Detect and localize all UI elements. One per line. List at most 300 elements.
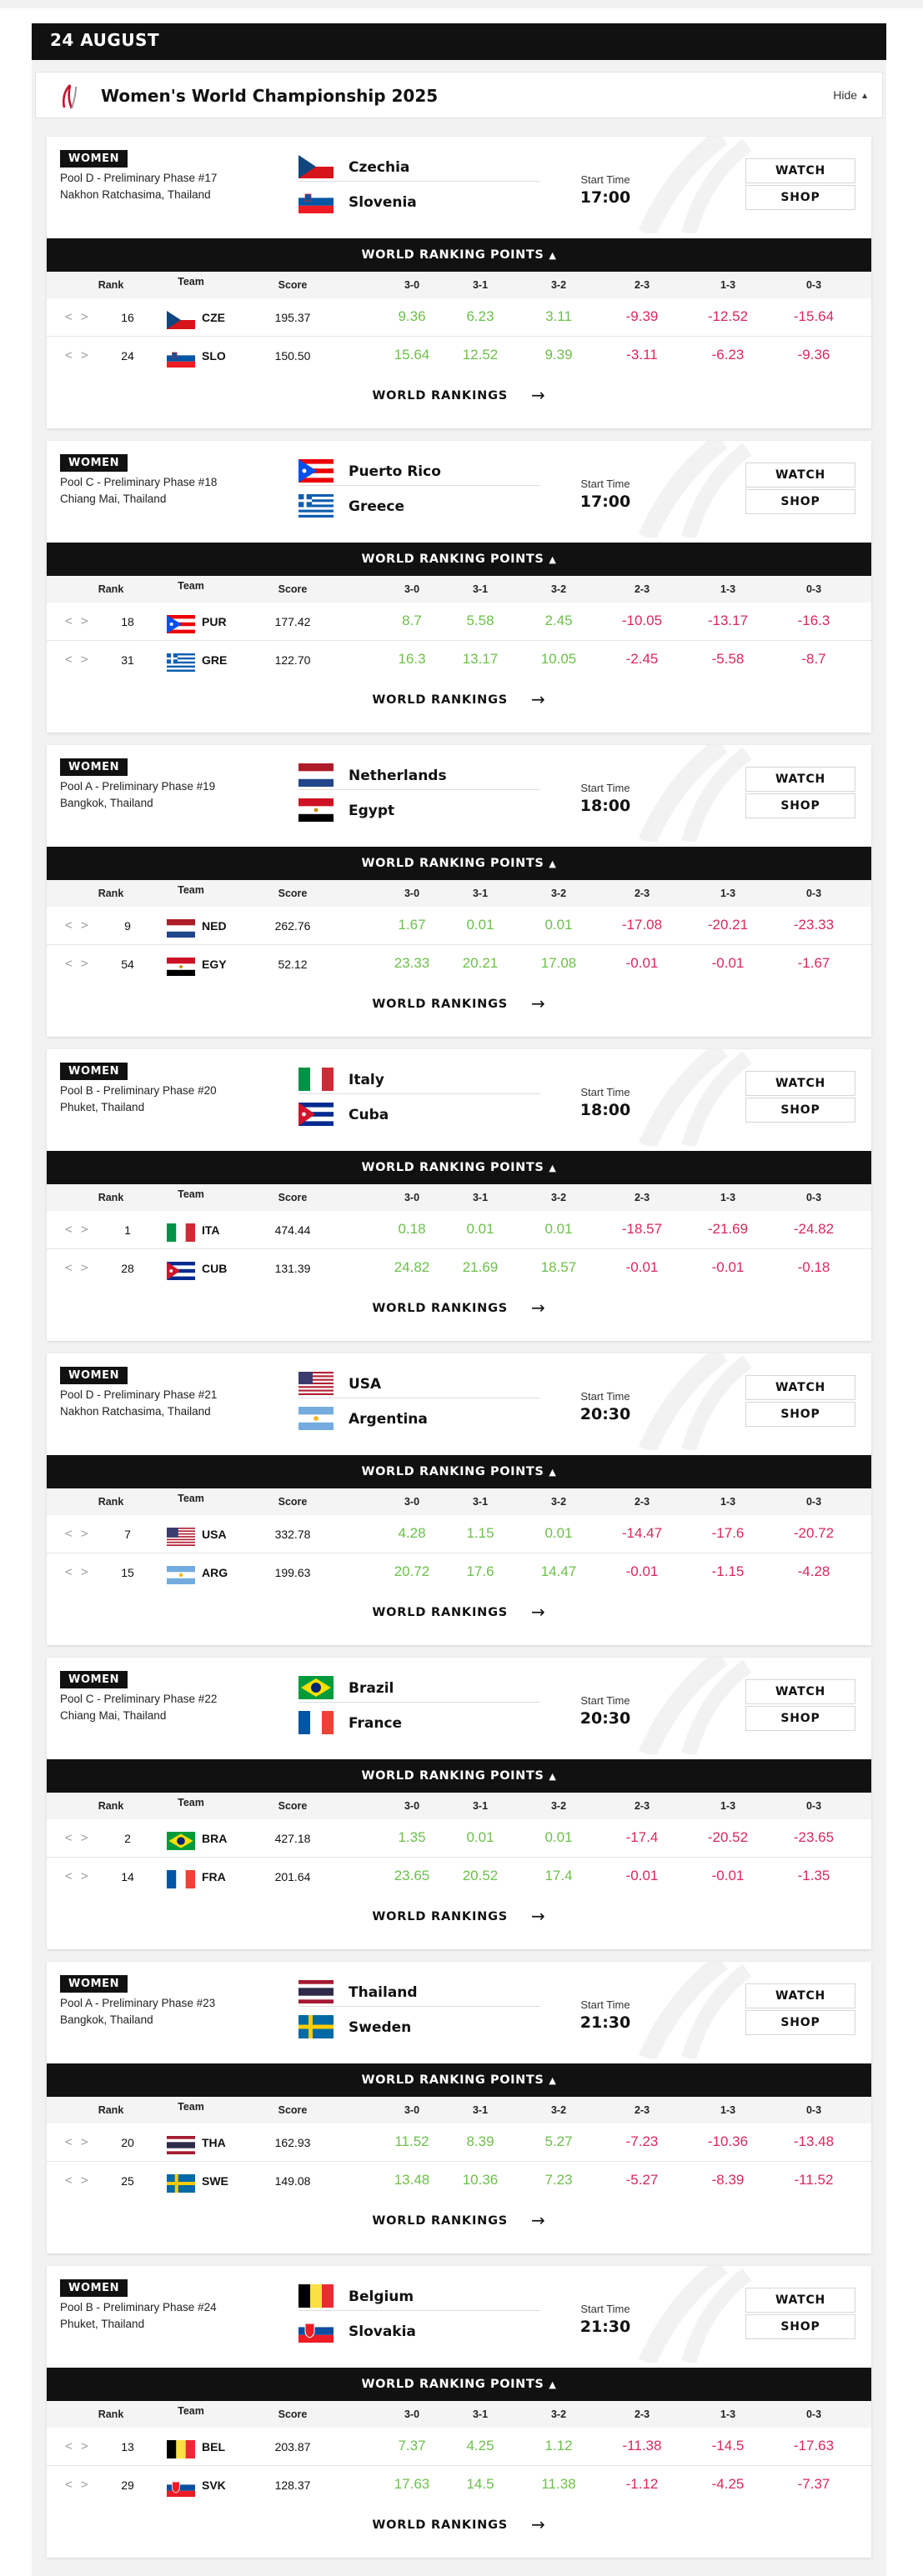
team-entry[interactable] xyxy=(298,2278,540,2311)
column-header: 1-3 xyxy=(720,1192,736,1203)
ranking-points-value: -2.45 xyxy=(625,651,659,667)
category-badge: WOMEN xyxy=(60,2279,128,2297)
watch-button[interactable]: WATCH xyxy=(745,767,855,792)
chevron-left-right-icon[interactable]: < > xyxy=(65,957,91,971)
column-header: 3-1 xyxy=(472,1496,489,1508)
chevron-up-icon: ▲ xyxy=(549,2075,557,2086)
team-entry[interactable] xyxy=(298,1400,540,1433)
hide-label: Hide xyxy=(833,88,858,102)
category-badge: WOMEN xyxy=(60,1063,128,1080)
volleyball-watermark-icon xyxy=(630,137,755,233)
column-header: 0-3 xyxy=(805,1496,822,1508)
world-rankings-label: WORLD RANKINGS xyxy=(372,2518,509,2532)
team-score: 203.87 xyxy=(274,2440,311,2453)
points-table-header xyxy=(47,880,871,907)
team-name: Czechia xyxy=(349,159,410,176)
chevron-up-icon: ▲ xyxy=(549,250,557,261)
team-score: 122.70 xyxy=(274,653,311,667)
pur-flag-icon xyxy=(167,615,195,633)
ranking-points-value: -23.33 xyxy=(793,917,835,933)
chevron-left-right-icon[interactable]: < > xyxy=(65,1261,91,1275)
category-badge: WOMEN xyxy=(60,1975,128,1993)
team-score: 195.37 xyxy=(274,311,311,324)
ranking-points-value: -8.39 xyxy=(711,2172,745,2188)
team-entry[interactable] xyxy=(298,148,540,182)
chevron-left-right-icon[interactable]: < > xyxy=(65,1223,91,1237)
watch-button[interactable]: WATCH xyxy=(745,1983,855,2008)
column-header: 3-1 xyxy=(472,279,489,291)
team-score: 131.39 xyxy=(274,1262,311,1275)
match-header xyxy=(47,1658,871,1754)
world-rankings-link[interactable] xyxy=(47,2514,871,2534)
match-phase: Pool B - Preliminary Phase #24 xyxy=(60,2301,217,2313)
ranking-points-value: 20.21 xyxy=(462,955,499,971)
column-header: Team xyxy=(178,2101,204,2113)
table-row xyxy=(47,1858,871,1896)
column-header: 3-0 xyxy=(404,2408,420,2420)
ranking-points-value: 24.82 xyxy=(394,1259,430,1275)
team-entry[interactable] xyxy=(298,1096,540,1129)
bel-flag-icon xyxy=(167,2440,195,2458)
match-phase: Pool C - Preliminary Phase #18 xyxy=(60,476,218,488)
ranking-points-value: -16.3 xyxy=(797,613,830,628)
ita-flag-icon xyxy=(298,1068,334,1091)
ranking-points-value: -10.36 xyxy=(707,2133,749,2149)
team-name: USA xyxy=(349,1376,382,1393)
start-time-label: Start Time xyxy=(580,2303,630,2315)
team-rank: 16 xyxy=(121,311,134,324)
chevron-left-right-icon[interactable]: < > xyxy=(65,1565,91,1579)
ranking-points-value: -17.08 xyxy=(621,917,663,933)
ranking-points-value: -14.47 xyxy=(621,1525,663,1541)
column-header: Team xyxy=(178,276,204,288)
column-header: Score xyxy=(278,1800,308,1812)
column-header: Score xyxy=(278,2104,308,2116)
chevron-left-right-icon[interactable]: < > xyxy=(65,614,91,628)
column-header: Team xyxy=(178,1493,204,1504)
start-time-label: Start Time xyxy=(580,1998,630,2011)
world-ranking-points-toggle[interactable] xyxy=(47,847,871,880)
category-badge: WOMEN xyxy=(60,1671,128,1688)
watch-button[interactable]: WATCH xyxy=(745,1375,855,1400)
column-header: 2-3 xyxy=(634,1192,650,1203)
arg-flag-icon xyxy=(167,1566,195,1584)
team-entry[interactable] xyxy=(298,1365,540,1398)
team-score: 177.42 xyxy=(274,615,311,628)
start-time-label: Start Time xyxy=(580,1390,630,1403)
chevron-left-right-icon[interactable]: < > xyxy=(65,918,91,933)
watch-button[interactable]: WATCH xyxy=(745,2288,855,2313)
column-header: Rank xyxy=(98,2408,124,2420)
column-header: 3-1 xyxy=(472,583,489,595)
chevron-left-right-icon[interactable]: < > xyxy=(65,1831,91,1845)
world-rankings-label: WORLD RANKINGS xyxy=(372,2214,509,2228)
world-ranking-points-toggle[interactable] xyxy=(47,543,871,576)
wrp-label: WORLD RANKING POINTS xyxy=(361,857,544,870)
arrow-right-icon: → xyxy=(531,689,546,709)
start-time-label: Start Time xyxy=(580,478,630,490)
ranking-points-value: -17.6 xyxy=(711,1525,745,1541)
start-time: 20:30 xyxy=(579,1405,631,1423)
column-header: 2-3 xyxy=(634,2104,650,2116)
world-ranking-points-toggle[interactable] xyxy=(47,238,871,272)
team-code: NED xyxy=(202,919,227,933)
team-code: GRE xyxy=(202,653,228,667)
ranking-points-value: 17.6 xyxy=(466,1563,494,1579)
team-rank: 31 xyxy=(121,653,134,667)
world-rankings-link[interactable] xyxy=(47,1298,871,1318)
team-entry[interactable] xyxy=(298,183,540,217)
chevron-up-icon: ▲ xyxy=(549,1467,557,1478)
volleyball-watermark-icon xyxy=(630,1353,755,1450)
ranking-points-value: -17.63 xyxy=(793,2438,835,2453)
column-header: 3-0 xyxy=(404,888,420,899)
arrow-right-icon: → xyxy=(531,2514,546,2534)
team-rank: 15 xyxy=(121,1566,134,1579)
points-table-header xyxy=(47,576,871,603)
ranking-points-value: 14.5 xyxy=(466,2476,494,2492)
team-entry[interactable] xyxy=(298,453,540,486)
volleyball-watermark-icon xyxy=(630,2266,755,2363)
team-name: Greece xyxy=(349,498,405,515)
watch-button[interactable]: WATCH xyxy=(745,158,855,183)
ranking-points-value: -7.37 xyxy=(797,2476,830,2492)
ranking-points-value: 23.33 xyxy=(394,955,430,971)
team-score: 262.76 xyxy=(274,919,311,933)
ranking-points-value: 1.15 xyxy=(466,1525,494,1541)
chevron-left-right-icon[interactable]: < > xyxy=(65,653,91,667)
match-venue: Chiang Mai, Thailand xyxy=(60,493,167,505)
shop-button[interactable]: SHOP xyxy=(745,1706,855,1731)
column-header: 3-1 xyxy=(472,1192,489,1203)
ranking-points-value: -0.01 xyxy=(625,1563,659,1579)
match-phase: Pool A - Preliminary Phase #23 xyxy=(60,1997,216,2009)
column-header: 3-2 xyxy=(550,1192,567,1203)
points-table-header xyxy=(47,2401,871,2428)
chevron-left-right-icon[interactable]: < > xyxy=(65,2478,91,2492)
column-header: 1-3 xyxy=(720,1496,736,1508)
ranking-points-value: -11.52 xyxy=(794,2172,834,2188)
arrow-right-icon: → xyxy=(531,993,546,1013)
team-rank: 18 xyxy=(121,615,134,628)
cub-flag-icon xyxy=(167,1262,195,1280)
cze-flag-icon xyxy=(298,155,334,178)
volleyball-watermark-icon xyxy=(630,1049,755,1146)
column-header: 3-0 xyxy=(404,279,420,291)
watch-button[interactable]: WATCH xyxy=(745,1679,855,1704)
column-header: 3-0 xyxy=(404,1192,420,1203)
ranking-points-value: 12.52 xyxy=(462,347,499,363)
team-entry[interactable] xyxy=(298,757,540,790)
volleyball-watermark-icon xyxy=(630,1658,755,1754)
world-rankings-link[interactable] xyxy=(47,1602,871,1622)
team-rank: 29 xyxy=(121,2478,134,2492)
ranking-points-value: -3.11 xyxy=(626,347,658,363)
ranking-points-value: 0.01 xyxy=(466,1829,494,1845)
cub-flag-icon xyxy=(298,1103,334,1126)
competition-section xyxy=(32,60,886,2576)
chevron-left-right-icon[interactable]: < > xyxy=(65,348,91,363)
team-entry[interactable] xyxy=(298,2313,540,2346)
world-rankings-link[interactable] xyxy=(47,2210,871,2230)
ranking-points-value: -23.65 xyxy=(793,1829,835,1845)
team-name: Netherlands xyxy=(349,768,447,784)
world-rankings-link[interactable] xyxy=(47,1906,871,1926)
ranking-points-value: 0.18 xyxy=(398,1221,426,1237)
shop-button[interactable]: SHOP xyxy=(745,1098,855,1123)
ranking-points-value: 0.01 xyxy=(544,1525,573,1541)
arrow-right-icon: → xyxy=(531,1602,546,1622)
world-rankings-link[interactable] xyxy=(47,385,871,405)
start-time-label: Start Time xyxy=(580,1694,630,1707)
world-ranking-points-toggle[interactable] xyxy=(47,2368,871,2401)
usa-flag-icon xyxy=(167,1528,195,1546)
fra-flag-icon xyxy=(298,1711,334,1734)
team-name: Belgium xyxy=(349,2288,414,2305)
ranking-points-value: -8.7 xyxy=(801,651,826,667)
egy-flag-icon xyxy=(298,798,334,822)
team-code: SWE xyxy=(202,2174,228,2188)
pur-flag-icon xyxy=(298,459,334,483)
world-ranking-points-toggle[interactable] xyxy=(47,1151,871,1184)
start-time: 17:00 xyxy=(579,493,631,511)
team-name: Puerto Rico xyxy=(349,463,441,480)
team-entry[interactable] xyxy=(298,1061,540,1094)
match-venue: Phuket, Thailand xyxy=(60,1101,145,1113)
ranking-points-value: -13.17 xyxy=(707,613,749,628)
cze-flag-icon xyxy=(167,311,195,329)
date-header: 24 AUGUST xyxy=(32,23,886,60)
ranking-points-value: 9.39 xyxy=(544,347,573,363)
table-row xyxy=(47,1249,871,1288)
team-name: France xyxy=(349,1715,403,1732)
team-entry[interactable] xyxy=(298,1669,540,1703)
column-header: 1-3 xyxy=(720,583,736,595)
column-header: 3-2 xyxy=(550,1800,567,1812)
volleyball-logo-icon xyxy=(61,83,79,111)
ranking-points-value: 7.37 xyxy=(398,2438,426,2453)
team-entry[interactable] xyxy=(298,792,540,825)
ranking-points-value: 13.48 xyxy=(394,2172,430,2188)
ranking-points-value: 20.72 xyxy=(394,1563,430,1579)
column-header: 0-3 xyxy=(805,583,822,595)
match-venue: Phuket, Thailand xyxy=(60,2318,145,2330)
chevron-left-right-icon[interactable]: < > xyxy=(65,2135,91,2149)
watch-button[interactable]: WATCH xyxy=(745,1071,855,1096)
shop-button[interactable]: SHOP xyxy=(745,2010,855,2035)
chevron-up-icon: ▲ xyxy=(549,1771,557,1782)
team-entry[interactable] xyxy=(298,1973,540,2007)
chevron-left-right-icon[interactable]: < > xyxy=(65,1869,91,1883)
ranking-points-value: 21.69 xyxy=(462,1259,499,1275)
slo-flag-icon xyxy=(167,349,195,368)
start-time: 20:30 xyxy=(579,1709,631,1728)
column-header: Team xyxy=(178,1797,204,1808)
wrp-label: WORLD RANKING POINTS xyxy=(361,553,544,566)
egy-flag-icon xyxy=(167,958,195,976)
ranking-points-value: -5.58 xyxy=(711,651,745,667)
start-time-label: Start Time xyxy=(580,1086,630,1098)
ranking-points-value: -1.35 xyxy=(797,1868,830,1883)
ranking-points-value: -20.52 xyxy=(707,1829,749,1845)
world-rankings-link[interactable] xyxy=(47,993,871,1013)
table-row xyxy=(47,1819,871,1858)
match-phase: Pool C - Preliminary Phase #22 xyxy=(60,1693,218,1705)
column-header: Rank xyxy=(98,279,124,291)
table-row xyxy=(47,337,871,375)
column-header: 3-2 xyxy=(550,2408,567,2420)
match-phase: Pool D - Preliminary Phase #17 xyxy=(60,172,218,184)
ranking-points-value: 0.01 xyxy=(466,1221,494,1237)
team-rank: 1 xyxy=(124,1223,131,1237)
ranking-points-value: 0.01 xyxy=(466,917,494,933)
column-header: 3-0 xyxy=(404,1496,420,1508)
world-ranking-points-toggle[interactable] xyxy=(47,1759,871,1793)
ranking-points-value: -1.12 xyxy=(625,2476,659,2492)
ranking-points-value: -20.72 xyxy=(793,1525,835,1541)
points-table-header xyxy=(47,1184,871,1211)
volleyball-watermark-icon xyxy=(630,1962,755,2058)
points-table-header xyxy=(47,272,871,298)
team-rank: 9 xyxy=(124,919,131,933)
world-rankings-link[interactable] xyxy=(47,689,871,709)
category-badge: WOMEN xyxy=(60,454,128,472)
world-rankings-label: WORLD RANKINGS xyxy=(372,998,509,1011)
team-code: ITA xyxy=(202,1223,220,1237)
column-header: Rank xyxy=(98,583,124,595)
competition-title: Women's World Championship 2025 xyxy=(101,86,439,106)
world-ranking-points-toggle[interactable] xyxy=(47,1455,871,1488)
column-header: 1-3 xyxy=(720,279,736,291)
column-header: 2-3 xyxy=(634,583,650,595)
team-code: BRA xyxy=(202,1832,228,1845)
world-ranking-points-toggle[interactable] xyxy=(47,2063,871,2097)
column-header: Team xyxy=(178,1188,204,1200)
ranking-points-value: -14.5 xyxy=(711,2438,745,2453)
shop-button[interactable]: SHOP xyxy=(745,793,855,818)
column-header: 0-3 xyxy=(805,1800,822,1812)
tha-flag-icon xyxy=(298,1980,334,2003)
column-header: 3-2 xyxy=(550,279,567,291)
category-badge: WOMEN xyxy=(60,758,128,776)
team-rank: 54 xyxy=(121,958,134,971)
ranking-points-value: -21.69 xyxy=(707,1221,749,1237)
ita-flag-icon xyxy=(167,1223,195,1242)
team-code: USA xyxy=(202,1528,227,1541)
team-score: 427.18 xyxy=(274,1832,311,1845)
arrow-right-icon: → xyxy=(531,1906,546,1926)
bra-flag-icon xyxy=(298,1676,334,1699)
team-code: ARG xyxy=(202,1566,228,1579)
bra-flag-icon xyxy=(167,1832,195,1850)
start-time: 18:00 xyxy=(579,797,631,815)
column-header: 3-0 xyxy=(404,1800,420,1812)
shop-button[interactable]: SHOP xyxy=(745,1402,855,1427)
ranking-points-value: -0.01 xyxy=(711,1259,745,1275)
column-header: 0-3 xyxy=(805,279,822,291)
ranking-points-value: -1.67 xyxy=(797,955,830,971)
ranking-points-value: -0.18 xyxy=(797,1259,830,1275)
team-entry[interactable] xyxy=(298,1704,540,1738)
table-row xyxy=(47,641,871,679)
team-rank: 13 xyxy=(121,2440,134,2453)
shop-button[interactable]: SHOP xyxy=(745,489,855,514)
arrow-right-icon: → xyxy=(531,1298,546,1318)
table-row xyxy=(47,603,871,641)
column-header: 2-3 xyxy=(634,1800,650,1812)
table-row xyxy=(47,2123,871,2162)
chevron-left-right-icon[interactable]: < > xyxy=(65,310,91,324)
ranking-points-value: 1.12 xyxy=(544,2438,573,2453)
world-rankings-label: WORLD RANKINGS xyxy=(372,1606,509,1619)
team-entry[interactable] xyxy=(298,2008,540,2042)
column-header: 3-1 xyxy=(472,2104,489,2116)
match-card xyxy=(47,1962,871,2253)
ranking-points-value: -12.52 xyxy=(707,308,749,324)
match-header xyxy=(47,745,871,842)
team-rank: 20 xyxy=(121,2136,134,2149)
svk-flag-icon xyxy=(298,2319,334,2343)
ranking-points-value: -17.4 xyxy=(625,1829,659,1845)
ranking-points-value: 1.35 xyxy=(398,1829,426,1845)
ranking-points-value: -5.27 xyxy=(625,2172,659,2188)
wrp-label: WORLD RANKING POINTS xyxy=(361,1769,544,1783)
ranking-points-value: 8.39 xyxy=(466,2133,494,2149)
start-time-label: Start Time xyxy=(580,782,630,794)
watch-button[interactable]: WATCH xyxy=(745,463,855,488)
match-venue: Nakhon Ratchasima, Thailand xyxy=(60,188,211,201)
ranking-points-value: 10.05 xyxy=(540,651,577,667)
bel-flag-icon xyxy=(298,2284,334,2308)
team-rank: 28 xyxy=(121,1262,134,1275)
match-header xyxy=(47,441,871,538)
column-header: 3-0 xyxy=(404,2104,420,2116)
slo-flag-icon xyxy=(298,190,334,213)
points-table-header xyxy=(47,1793,871,1819)
ranking-points-value: 6.23 xyxy=(466,308,494,324)
column-header: Score xyxy=(278,2408,308,2420)
team-name: Argentina xyxy=(349,1411,428,1428)
team-rank: 24 xyxy=(121,349,134,363)
team-entry[interactable] xyxy=(298,488,540,521)
ranking-points-value: -7.23 xyxy=(625,2133,659,2149)
hide-button[interactable] xyxy=(833,88,869,102)
wrp-label: WORLD RANKING POINTS xyxy=(361,1161,544,1174)
table-row xyxy=(47,2428,871,2466)
team-name: Egypt xyxy=(349,803,395,819)
team-score: 128.37 xyxy=(274,2478,311,2492)
arrow-right-icon: → xyxy=(531,2210,546,2230)
match-card xyxy=(47,1353,871,1645)
points-table-header xyxy=(47,1488,871,1515)
match-venue: Bangkok, Thailand xyxy=(60,2013,153,2026)
shop-button[interactable]: SHOP xyxy=(745,2314,855,2339)
ranking-points-value: 0.01 xyxy=(544,1221,573,1237)
chevron-left-right-icon[interactable]: < > xyxy=(65,2439,91,2453)
start-time: 21:30 xyxy=(579,2013,631,2032)
chevron-left-right-icon[interactable]: < > xyxy=(65,1527,91,1541)
points-table-header xyxy=(47,2097,871,2123)
world-rankings-label: WORLD RANKINGS xyxy=(372,693,509,707)
match-card xyxy=(47,2266,871,2558)
ranking-points-value: -1.15 xyxy=(711,1563,745,1579)
column-header: Team xyxy=(178,580,204,592)
ranking-points-value: 14.47 xyxy=(540,1563,577,1579)
shop-button[interactable]: SHOP xyxy=(745,185,855,210)
team-rank: 14 xyxy=(121,1870,134,1883)
column-header: Score xyxy=(278,279,308,291)
chevron-left-right-icon[interactable]: < > xyxy=(65,2173,91,2188)
